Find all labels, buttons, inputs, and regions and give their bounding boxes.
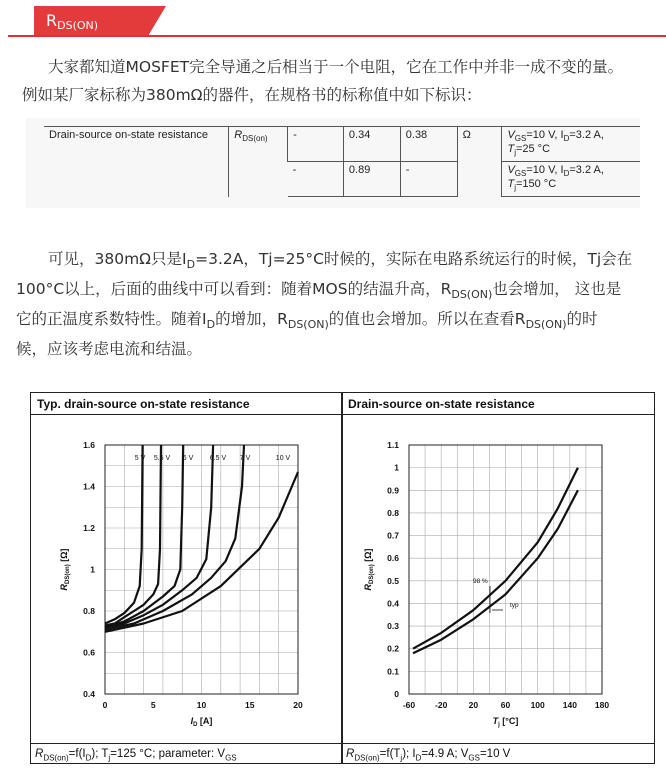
body-line-1: 可见，380mΩ只是$I_D=3.2A$，Tj=25°C时候的，实际在电路系统运行的时候，Tj会在 bbox=[48, 250, 633, 272]
annotation-label: 98 % bbox=[473, 578, 488, 585]
series-line bbox=[105, 445, 183, 628]
y-tick-label: 1.4 bbox=[83, 481, 95, 492]
y-tick-label: 0.3 bbox=[387, 621, 399, 632]
y-tick-label: 1 bbox=[394, 462, 399, 473]
section-header-sub: DS(ON) bbox=[57, 19, 99, 32]
x-tick-label: -20 bbox=[435, 700, 448, 710]
x-tick-label: 5 bbox=[150, 700, 156, 710]
section-header-tail bbox=[148, 6, 166, 36]
y-tick-label: 0.6 bbox=[387, 553, 399, 564]
x-tick-label: -60 bbox=[402, 700, 416, 710]
y-tick-label: 0.8 bbox=[83, 606, 95, 616]
x-axis-label: $T_j$ [°C] bbox=[492, 716, 519, 728]
spec-max: 0.38 bbox=[400, 127, 457, 162]
body-line-2: 100°C以上，后面的曲线中可以看到：随着MOS的结温升高，$R_{DS(ON)}$也会增加， 这也是 bbox=[16, 280, 622, 302]
spec-max: - bbox=[400, 162, 457, 197]
y-tick-label: 0.7 bbox=[387, 530, 399, 541]
body-line-3: 它的正温度系数特性。随着$I_D$的增加，$R_{DS(ON)}$的值也会增加。所以在查看$R_{DS(ON)}$的时 bbox=[16, 310, 598, 332]
y-tick-label: 1.2 bbox=[83, 523, 95, 533]
y-tick-label: 0.4 bbox=[387, 598, 399, 609]
y-tick-label: 1.1 bbox=[387, 440, 399, 450]
section-header-main: R bbox=[46, 11, 58, 30]
y-tick-label: 1.6 bbox=[83, 440, 95, 450]
series-line bbox=[105, 445, 143, 624]
intro-line-2: 例如某厂家标称为380mΩ的器件，在规格书的标称值中如下标识： bbox=[22, 86, 482, 104]
left-chart bbox=[31, 415, 341, 741]
body-line-4: 候，应该考虑电流和结温。 bbox=[16, 340, 203, 358]
y-tick-label: 0.4 bbox=[83, 689, 95, 699]
left-chart-title: Typ. drain-source on-state resistance bbox=[31, 393, 342, 415]
spec-table-box bbox=[26, 118, 640, 208]
x-tick-label: 20 bbox=[293, 700, 303, 710]
spec-table bbox=[44, 126, 640, 197]
x-tick-label: 15 bbox=[245, 700, 255, 710]
x-tick-label: 140 bbox=[562, 700, 577, 710]
y-axis-label: $R_{DS(on)}$ [Ω] bbox=[59, 548, 71, 591]
series-line bbox=[105, 445, 244, 630]
annotation-label: typ bbox=[510, 602, 519, 609]
spec-min: - bbox=[288, 162, 344, 197]
series-label: 5 V bbox=[134, 455, 146, 462]
section-underline bbox=[8, 35, 666, 37]
right-chart bbox=[343, 415, 654, 741]
y-tick-label: 0.5 bbox=[387, 575, 399, 586]
section-header bbox=[34, 6, 149, 36]
y-tick-label: 0.2 bbox=[387, 643, 399, 654]
spec-cond: $V_{GS}=10$ V, $I_D=3.2$ A, $T_j=25$ °C bbox=[502, 127, 640, 162]
y-tick-label: 0.6 bbox=[83, 647, 95, 658]
y-tick-label: 1 bbox=[90, 564, 95, 575]
series-line bbox=[105, 445, 161, 626]
intro-line-1: 大家都知道MOSFET完全导通之后相当于一个电阻，它在工作中并非一成不变的量。 bbox=[48, 58, 624, 76]
series-label: 7 V bbox=[239, 455, 251, 462]
y-tick-label: 0.8 bbox=[387, 507, 399, 518]
x-tick-label: 100 bbox=[530, 700, 545, 710]
figure bbox=[30, 392, 655, 764]
spec-row bbox=[44, 127, 640, 162]
x-tick-label: 20 bbox=[468, 700, 479, 710]
x-tick-label: 60 bbox=[500, 700, 511, 710]
y-tick-label: 0.1 bbox=[387, 666, 399, 677]
spec-typ: 0.34 bbox=[343, 127, 400, 162]
y-axis-label: $R_{DS(on)}$ [Ω] bbox=[363, 548, 375, 591]
x-tick-label: 10 bbox=[196, 700, 207, 710]
spec-min: - bbox=[288, 127, 344, 162]
right-chart-caption: $R_{DS(on)}=f(T_j)$; $I_D=4.9$ A; $V_{GS}=10$ V bbox=[342, 743, 654, 763]
series-label: 6.5 V bbox=[209, 455, 227, 462]
y-tick-label: 0 bbox=[394, 689, 399, 699]
x-tick-label: 180 bbox=[594, 700, 610, 710]
left-chart-caption: $R_{DS(on)}=f(I_D)$; $T_j=125$ °C; parameter: $V_{GS}$ bbox=[31, 743, 342, 763]
y-tick-label: 0.9 bbox=[387, 485, 399, 496]
spec-cond: $V_{GS}=10$ V, $I_D=3.2$ A, $T_j=150$ °C bbox=[502, 162, 640, 197]
spec-param: Drain-source on-state resistance bbox=[44, 127, 229, 197]
spec-unit: Ω bbox=[457, 127, 502, 197]
spec-symbol: $R_{DS(on)}$ bbox=[229, 127, 288, 197]
x-axis-label: $I_D$ [A] bbox=[190, 716, 213, 728]
series-label: 6 V bbox=[182, 455, 194, 462]
series-label: 10 V bbox=[275, 455, 291, 462]
spec-typ: 0.89 bbox=[343, 162, 400, 197]
x-tick-label: 0 bbox=[102, 700, 108, 710]
series-label: 5.5 V bbox=[153, 455, 171, 462]
right-chart-title: Drain-source on-state resistance bbox=[342, 393, 654, 415]
